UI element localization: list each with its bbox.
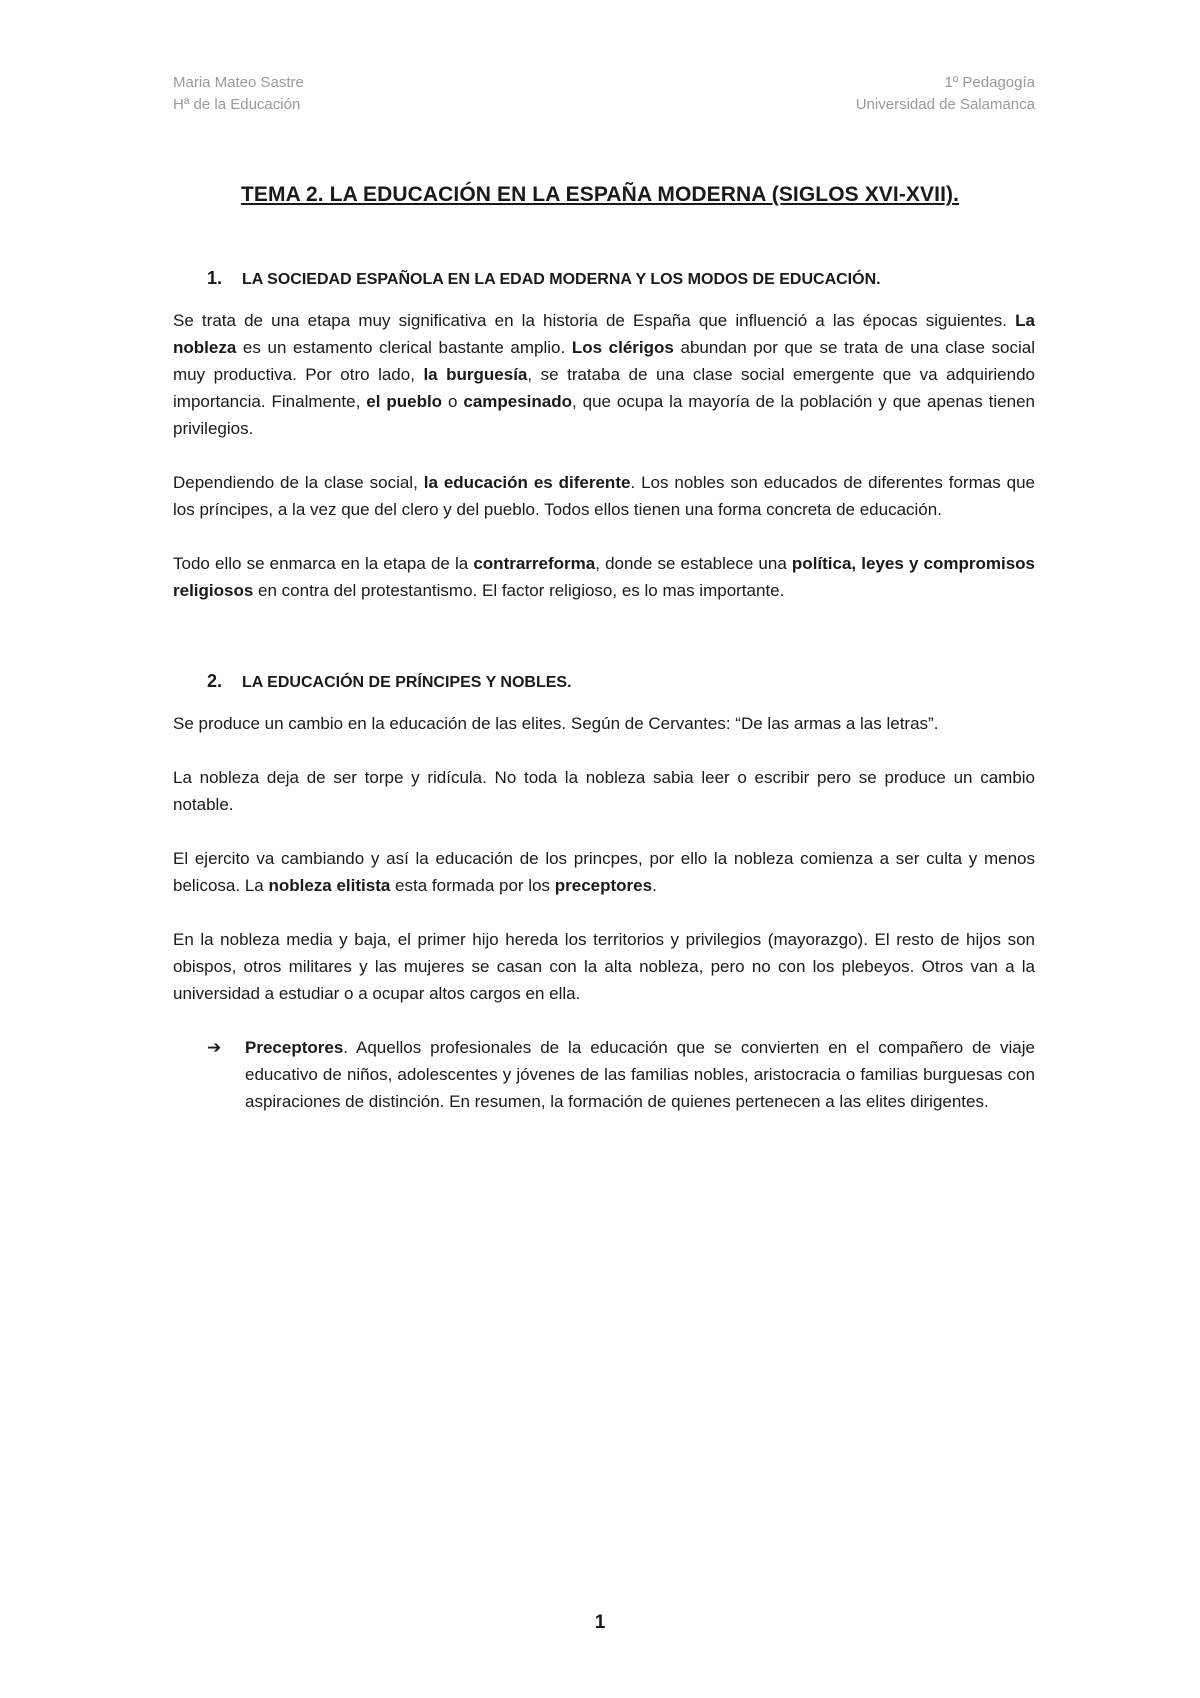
text-run: es un estamento clerical bastante amplio.: [236, 338, 572, 357]
header-degree: 1º Pedagogía: [944, 74, 1035, 91]
bold-text-run: la educación es diferente: [423, 473, 631, 492]
document-title: TEMA 2. LA EDUCACIÓN EN LA ESPAÑA MODERNA (SIGLOS XVI-XVII).: [240, 183, 960, 206]
text-run: esta formada por los: [390, 876, 555, 895]
arrow-right-icon: ➔: [207, 1038, 222, 1057]
header-left: [173, 72, 304, 116]
text-run: Dependiendo de la clase social,: [173, 473, 424, 492]
bold-text-run: contrarreforma: [473, 554, 596, 573]
bold-text-run: campesinado: [463, 392, 573, 411]
section-2-number: 2.: [207, 671, 223, 691]
header-author: Maria Mateo Sastre: [173, 74, 304, 91]
section-1-title: LA SOCIEDAD ESPAÑOLA EN LA EDAD MODERNA Y LOS MODOS DE EDUCACIÓN.: [242, 271, 881, 288]
text-run: Se produce un cambio en la educación de las elites. Según de Cervantes: “De las armas a las letras”.: [173, 714, 939, 733]
text-run: abundan por que se trata de una clase social muy productiva. Por otro lado,: [173, 338, 1035, 384]
section-2-heading: [173, 671, 1035, 692]
section-1-paragraph-1: [173, 307, 1035, 442]
section-1-heading: [173, 268, 1035, 289]
text-run: , se trataba de una clase social emergente que va adquiriendo importancia. Finalmente,: [173, 365, 1035, 411]
preceptores-bullet: [173, 1034, 1035, 1115]
section-1-paragraph-2: [173, 469, 1035, 523]
text-run: en contra del protestantismo. El factor religioso, es lo mas importante.: [253, 581, 785, 600]
text-run: , donde se establece una: [595, 554, 792, 573]
bold-text-run: nobleza elitista: [268, 876, 391, 895]
section-2-title: LA EDUCACIÓN DE PRÍNCIPES Y NOBLES.: [242, 674, 572, 691]
text-run: Todo ello se enmarca en la etapa de la: [173, 554, 474, 573]
text-run: o: [442, 392, 464, 411]
bold-text-run: política, leyes y compromisos religiosos: [173, 554, 1035, 600]
bold-text-run: La nobleza: [173, 311, 1035, 357]
header-course: Hª de la Educación: [173, 96, 301, 113]
section-2-paragraph-1: [173, 710, 1035, 737]
header-university: Universidad de Salamanca: [855, 96, 1035, 113]
bold-text-run: Preceptores: [245, 1038, 344, 1057]
text-run: La nobleza deja de ser torpe y ridícula. No toda la nobleza sabia leer o escribir pero se produce un cambio notable.: [173, 768, 1035, 814]
section-1-number: 1.: [207, 268, 223, 288]
bold-text-run: Los clérigos: [571, 338, 674, 357]
bold-text-run: preceptores: [554, 876, 653, 895]
text-run: En la nobleza media y baja, el primer hijo hereda los territorios y privilegios (mayorazgo). El resto de hijos son obispos, otros militares y las mujeres se casan con la alta nobleza, pero no con los plebeyos. Otros van a la universidad a estudiar o a ocupar altos cargos en ella.: [173, 930, 1035, 1003]
section-1-paragraph-3: [173, 550, 1035, 604]
text-run: .: [652, 876, 657, 895]
text-run: El ejercito va cambiando y así la educación de los princpes, por ello la nobleza comienza a ser culta y menos belicosa. La: [173, 849, 1035, 895]
text-run: . Los nobles son educados de diferentes formas que los príncipes, a la vez que del clero y del pueblo. Todos ellos tienen una forma concreta de educación.: [173, 473, 1035, 519]
section-2-paragraph-2: [173, 764, 1035, 818]
preceptores-bullet-text: [245, 1034, 1035, 1115]
text-run: Se trata de una etapa muy significativa en la historia de España que influenció a las épocas siguientes.: [173, 311, 1016, 330]
header-right: [856, 72, 1035, 116]
section-spacer: [173, 631, 1035, 671]
bold-text-run: el pueblo: [366, 392, 443, 411]
text-run: , que ocupa la mayoría de la población y que apenas tienen privilegios.: [173, 392, 1035, 438]
section-2-paragraph-3: [173, 845, 1035, 899]
text-run: . Aquellos profesionales de la educación que se convierten en el compañero de viaje educativo de niños, adolescentes y jóvenes de las familias nobles, aristocracia o familias burguesas con aspiraciones de distinción. En resumen, la formación de quienes pertenecen a las elites dirigentes.: [245, 1038, 1035, 1111]
bold-text-run: la burguesía: [423, 365, 528, 384]
document-body: [173, 268, 1035, 1115]
section-2-paragraph-4: [173, 926, 1035, 1007]
page-number: 1: [594, 1612, 606, 1633]
